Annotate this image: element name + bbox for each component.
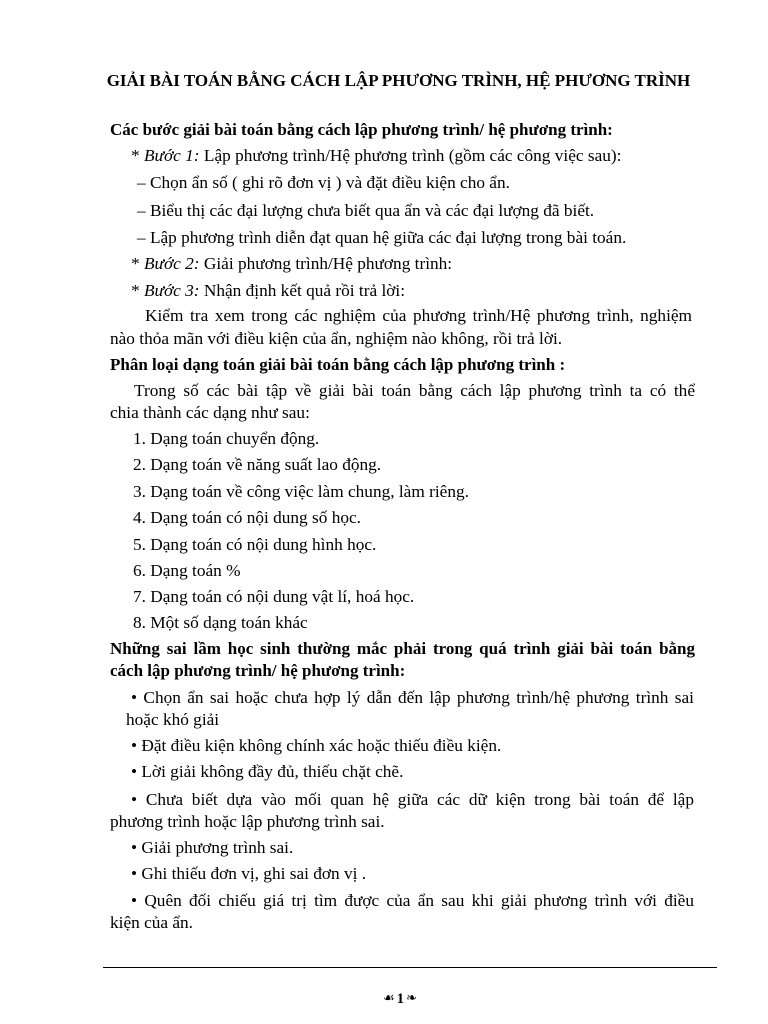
mistake-item-continuation: phương trình hoặc lập phương trình sai. [110, 812, 385, 831]
steps-heading: Các bước giải bài toán bằng cách lập phương trình/ hệ phương trình: [110, 120, 613, 139]
step-label: Bước 1: [143, 146, 200, 165]
mistake-item: • Chưa biết dựa vào mối quan hệ giữa các dữ kiện trong bài toán để lập [131, 790, 694, 809]
step-2 [131, 253, 452, 275]
step-1-task: – Biểu thị các đại lượng chưa biết qua ẩn và các đại lượng đã biết. [137, 201, 595, 220]
document-title: GIẢI BÀI TOÁN BẰNG CÁCH LẬP PHƯƠNG TRÌNH, HỆ PHƯƠNG TRÌNH [106, 71, 691, 90]
floral-heart-left-icon [383, 988, 395, 1010]
step-label: Bước 2: [143, 254, 200, 273]
step-1-task: – Chọn ẩn số ( ghi rõ đơn vị ) và đặt điều kiện cho ẩn. [137, 173, 510, 192]
type-item: 5. Dạng toán có nội dung hình học. [133, 535, 377, 554]
step-marker: * [131, 254, 140, 273]
step-1 [131, 145, 621, 167]
step-label: Bước 3: [143, 281, 200, 300]
types-intro-line: chia thành các dạng như sau: [110, 403, 310, 422]
step-3-note-line: Kiểm tra xem trong các nghiệm của phương trình/Hệ phương trình, nghiệm [145, 306, 692, 325]
mistake-item: • Giải phương trình sai. [131, 838, 294, 857]
type-item: 4. Dạng toán có nội dung số học. [133, 508, 361, 527]
step-3 [131, 280, 405, 302]
type-item: 8. Một số dạng toán khác [133, 613, 308, 632]
type-item: 1. Dạng toán chuyển động. [133, 429, 320, 448]
mistake-item: • Chọn ẩn sai hoặc chưa hợp lý dẫn đến lập phương trình/hệ phương trình sai [131, 688, 694, 707]
mistake-item: • Ghi thiếu đơn vị, ghi sai đơn vị . [131, 864, 367, 883]
mistake-item-continuation: kiện của ẩn. [110, 913, 194, 932]
mistakes-heading-line: cách lập phương trình/ hệ phương trình: [110, 661, 406, 680]
step-text: Nhận định kết quả rồi trả lời: [203, 281, 405, 300]
mistake-item-continuation: hoặc khó giải [126, 710, 220, 729]
type-item: 2. Dạng toán về năng suất lao động. [133, 455, 382, 474]
type-item: 3. Dạng toán về công việc làm chung, làm riêng. [133, 482, 469, 501]
step-3-note-line: nào thỏa mãn với điều kiện của ẩn, nghiệm nào không, rồi trả lời. [110, 329, 563, 348]
types-intro-line: Trong số các bài tập về giải bài toán bằng cách lập phương trình ta có thể [134, 381, 695, 400]
type-item: 7. Dạng toán có nội dung vật lí, hoá học. [133, 587, 415, 606]
page-number: 1 [396, 991, 405, 1008]
footer-divider [103, 967, 717, 968]
types-heading: Phân loại dạng toán giải bài toán bằng cách lập phương trình : [110, 355, 566, 374]
step-marker: * [131, 146, 140, 165]
step-text: Giải phương trình/Hệ phương trình: [203, 254, 453, 273]
mistake-item: • Đặt điều kiện không chính xác hoặc thiếu điều kiện. [131, 736, 502, 755]
page-footer [110, 988, 690, 1010]
step-marker: * [131, 281, 140, 300]
mistake-item: • Lời giải không đầy đủ, thiếu chặt chẽ. [131, 762, 404, 781]
step-1-task: – Lập phương trình diễn đạt quan hệ giữa các đại lượng trong bài toán. [137, 228, 627, 247]
floral-heart-right-icon [406, 988, 417, 1010]
mistake-item: • Quên đối chiếu giá trị tìm được của ẩn sau khi giải phương trình với điều [131, 891, 694, 910]
type-item: 6. Dạng toán % [133, 561, 241, 580]
step-text: Lập phương trình/Hệ phương trình (gồm các công việc sau): [203, 146, 622, 165]
mistakes-heading-line: Những sai lầm học sinh thường mắc phải trong quá trình giải bài toán bằng [110, 639, 695, 658]
